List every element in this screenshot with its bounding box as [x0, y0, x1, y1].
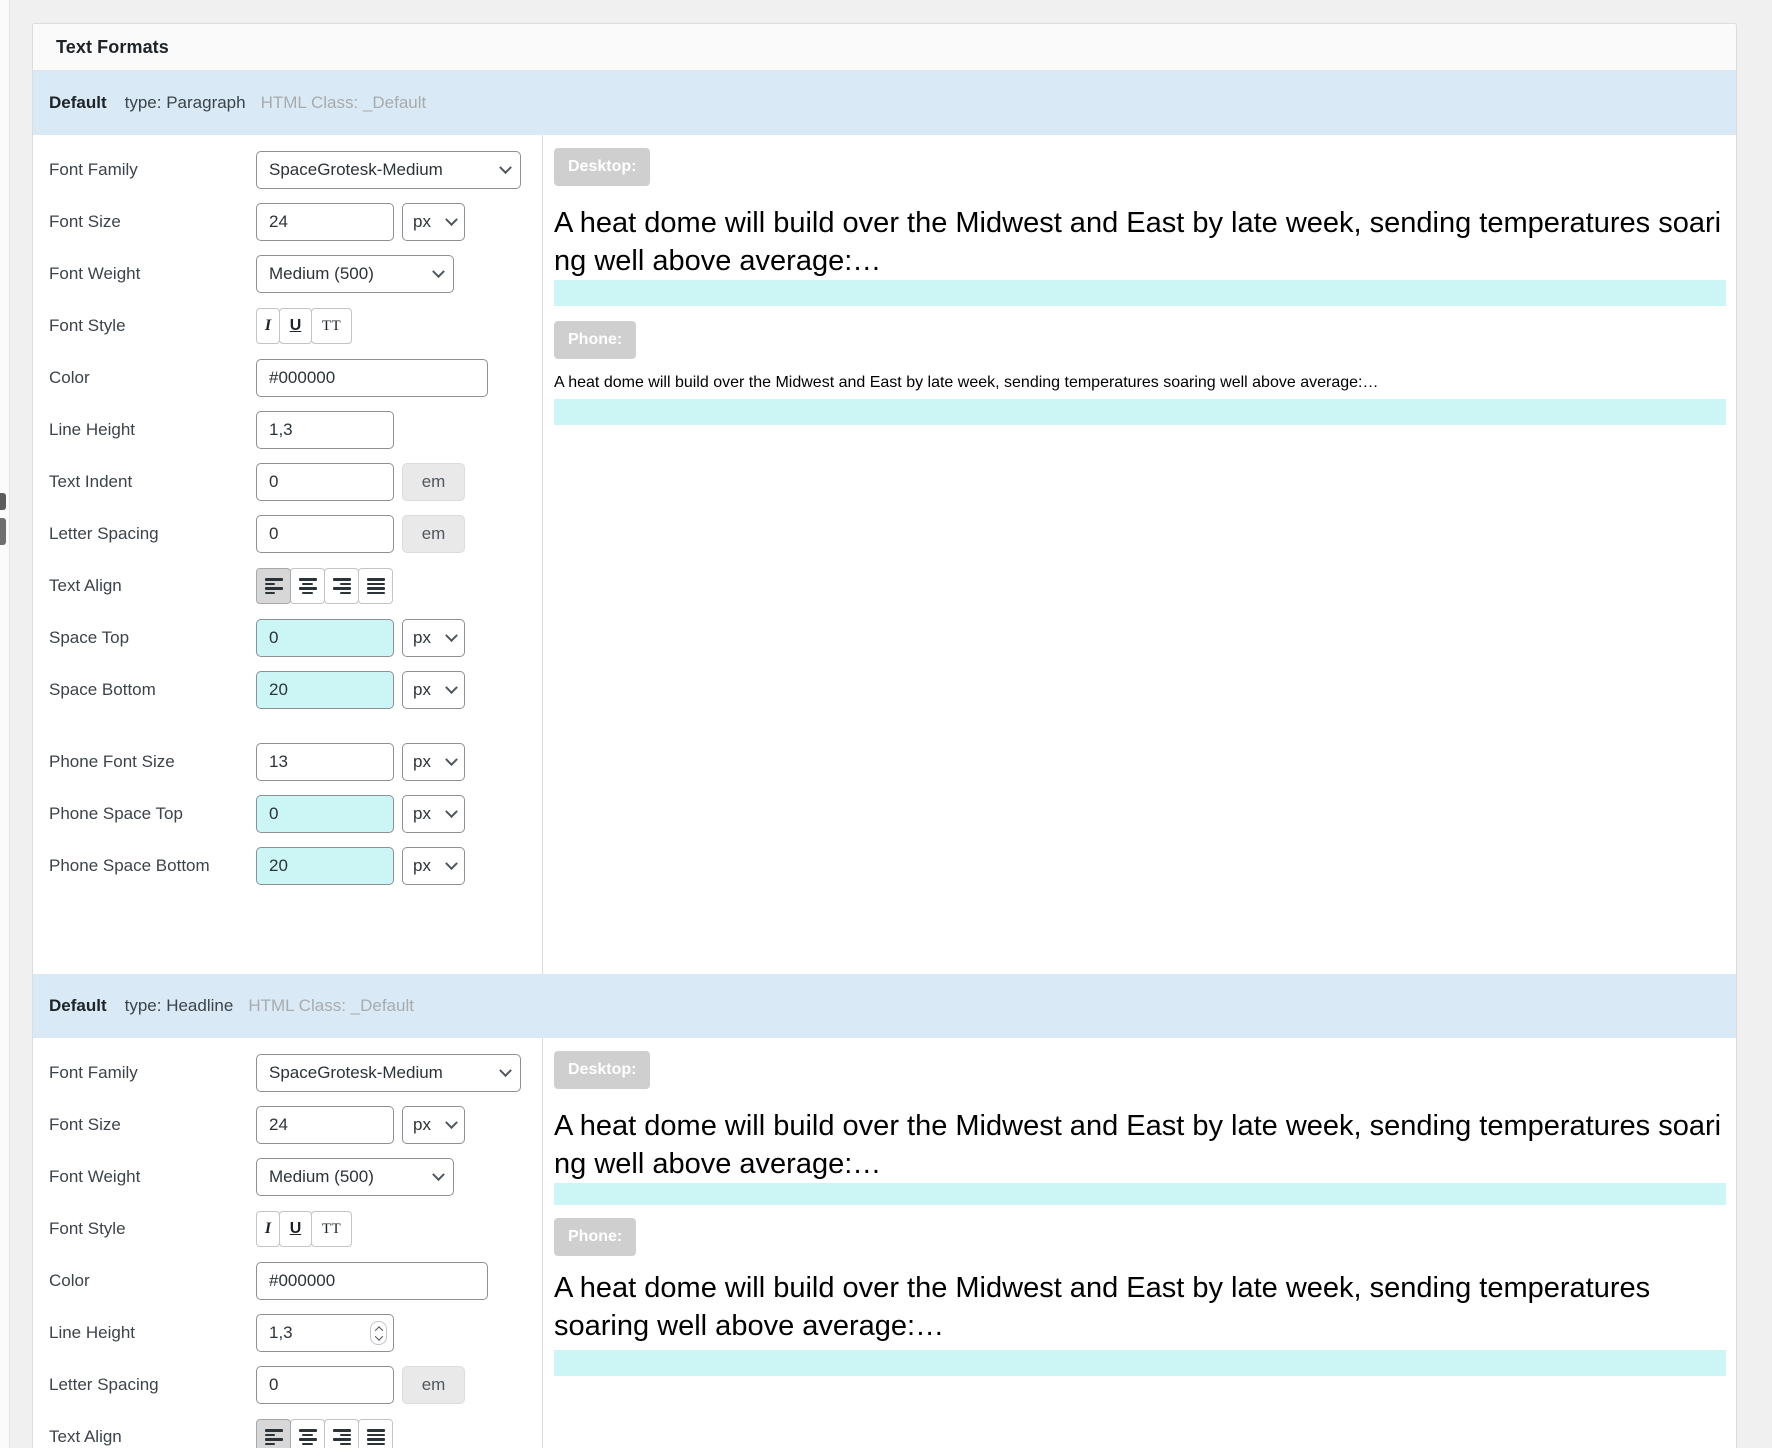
space-bottom-row	[49, 671, 542, 709]
format-type: type: Paragraph	[124, 93, 246, 112]
line-height-label: Line Height	[49, 1323, 136, 1342]
font-weight-label: Font Weight	[49, 1167, 141, 1186]
align-left-icon	[265, 578, 283, 594]
phone-space-top-label: Phone Space Top	[49, 804, 183, 823]
text-formats-panel	[32, 23, 1737, 1448]
font-weight-value: Medium (500)	[269, 1167, 374, 1186]
desktop-preview-badge: Desktop:	[554, 1051, 650, 1089]
chevron-down-icon	[432, 265, 445, 278]
color-label: Color	[49, 368, 90, 387]
letter-spacing-unit: em	[402, 1366, 465, 1404]
unit-value: px	[413, 804, 431, 823]
left-panel-edge	[0, 0, 10, 1448]
font-size-unit-select[interactable]	[402, 1106, 465, 1144]
phone-font-size-unit-select[interactable]	[402, 743, 465, 781]
font-style-label: Font Style	[49, 316, 126, 335]
font-size-row	[49, 1106, 542, 1144]
chevron-down-icon	[432, 1168, 445, 1181]
desktop-preview-badge: Desktop:	[554, 148, 650, 186]
underline-button[interactable]: U	[279, 308, 312, 344]
italic-button[interactable]: I	[256, 308, 280, 344]
letter-spacing-row	[49, 515, 542, 553]
font-style-row	[49, 1210, 542, 1248]
uppercase-button[interactable]: TT	[311, 308, 352, 344]
phone-space-top-row	[49, 795, 542, 833]
unit-value: px	[413, 856, 431, 875]
text-align-row	[49, 1418, 542, 1448]
line-height-label: Line Height	[49, 420, 136, 439]
phone-space-bottom-label: Phone Space Bottom	[49, 856, 210, 875]
section-header-paragraph	[33, 71, 1736, 135]
font-family-value: SpaceGrotesk-Medium	[269, 160, 443, 179]
format-settings-form	[33, 1038, 543, 1448]
color-input[interactable]	[256, 1262, 488, 1300]
phone-preview-badge: Phone:	[554, 1218, 636, 1256]
font-size-unit-select[interactable]	[402, 203, 465, 241]
chevron-down-icon	[445, 1116, 458, 1129]
desktop-preview-text: A heat dome will build over the Midwest and East by late week, sending temperatures soaring well above average:…	[554, 1110, 1722, 1180]
font-size-input[interactable]	[256, 203, 394, 241]
format-type: type: Headline	[124, 996, 234, 1015]
text-indent-unit: em	[402, 463, 465, 501]
phone-font-size-input[interactable]	[256, 743, 394, 781]
font-size-input[interactable]	[256, 1106, 394, 1144]
space-top-row	[49, 619, 542, 657]
unit-value: px	[413, 628, 431, 647]
align-right-icon	[333, 1429, 351, 1445]
align-right-button[interactable]	[324, 1419, 359, 1448]
phone-font-size-label: Phone Font Size	[49, 752, 175, 771]
text-indent-input[interactable]	[256, 463, 394, 501]
phone-font-size-row	[49, 743, 542, 781]
letter-spacing-unit: em	[402, 515, 465, 553]
align-center-icon	[299, 1429, 317, 1445]
format-preview	[543, 1038, 1736, 1448]
font-family-row	[49, 151, 542, 189]
format-preview	[543, 135, 1736, 974]
chevron-down-icon	[445, 805, 458, 818]
font-weight-row	[49, 255, 542, 293]
font-weight-value: Medium (500)	[269, 264, 374, 283]
left-edge-mark	[0, 518, 6, 545]
font-weight-select[interactable]	[256, 1158, 454, 1196]
uppercase-button[interactable]: TT	[311, 1211, 352, 1247]
text-indent-label: Text Indent	[49, 472, 133, 491]
phone-space-top-input[interactable]	[256, 795, 394, 833]
space-bottom-indicator	[554, 1183, 1726, 1205]
section-body-paragraph	[33, 135, 1736, 974]
page-title: Text Formats	[33, 24, 1736, 71]
align-justify-button[interactable]	[358, 1419, 393, 1448]
align-justify-icon	[367, 1429, 385, 1445]
font-family-value: SpaceGrotesk-Medium	[269, 1063, 443, 1082]
stepper-icon[interactable]	[370, 1321, 387, 1345]
chevron-down-icon	[499, 1064, 512, 1077]
phone-space-top-unit-select[interactable]	[402, 795, 465, 833]
phone-preview-text: A heat dome will build over the Midwest and East by late week, sending temperatures soaring well above average:…	[554, 374, 1379, 391]
space-bottom-indicator	[554, 280, 1726, 306]
chevron-down-icon	[445, 629, 458, 642]
section-body-headline	[33, 1038, 1736, 1448]
color-row	[49, 359, 542, 397]
space-bottom-label: Space Bottom	[49, 680, 156, 699]
align-right-button[interactable]	[324, 568, 359, 604]
chevron-down-icon	[445, 213, 458, 226]
format-html-class: HTML Class: _Default	[260, 93, 427, 112]
chevron-down-icon	[445, 857, 458, 870]
space-top-input[interactable]	[256, 619, 394, 657]
align-left-icon	[265, 1429, 283, 1445]
letter-spacing-input[interactable]	[256, 1366, 394, 1404]
unit-value: px	[413, 680, 431, 699]
unit-value: px	[413, 752, 431, 771]
font-style-label: Font Style	[49, 1219, 126, 1238]
font-weight-select[interactable]	[256, 255, 454, 293]
section-header-headline	[33, 974, 1736, 1038]
line-height-input[interactable]	[256, 411, 394, 449]
align-left-button[interactable]	[256, 1419, 291, 1448]
color-input[interactable]	[256, 359, 488, 397]
chevron-down-icon	[445, 681, 458, 694]
color-row	[49, 1262, 542, 1300]
font-family-select[interactable]	[256, 1054, 521, 1092]
phone-space-bottom-row	[49, 847, 542, 885]
line-height-row	[49, 1314, 542, 1352]
align-left-button[interactable]	[256, 568, 291, 604]
letter-spacing-label: Letter Spacing	[49, 524, 159, 543]
desktop-preview-text: A heat dome will build over the Midwest and East by late week, sending temperatures soaring well above average:…	[554, 207, 1722, 277]
unit-value: px	[413, 212, 431, 231]
space-top-label: Space Top	[49, 628, 130, 647]
phone-preview-badge: Phone:	[554, 321, 636, 359]
font-family-label: Font Family	[49, 160, 138, 179]
phone-space-bottom-input[interactable]	[256, 847, 394, 885]
text-align-label: Text Align	[49, 1427, 122, 1446]
font-family-row	[49, 1054, 542, 1092]
letter-spacing-row	[49, 1366, 542, 1404]
unit-value: px	[413, 1115, 431, 1134]
font-family-label: Font Family	[49, 1063, 138, 1082]
align-justify-button[interactable]	[358, 568, 393, 604]
format-settings-form	[33, 135, 543, 974]
format-name: Default	[49, 996, 107, 1015]
phone-preview-text: A heat dome will build over the Midwest and East by late week, sending temperatures soaring well above average:…	[554, 1272, 1651, 1342]
font-family-select[interactable]	[256, 151, 521, 189]
line-height-row	[49, 411, 542, 449]
align-center-button[interactable]	[290, 1419, 325, 1448]
left-edge-mark	[0, 493, 6, 510]
space-bottom-input[interactable]	[256, 671, 394, 709]
text-align-label: Text Align	[49, 576, 122, 595]
space-top-unit-select[interactable]	[402, 619, 465, 657]
align-justify-icon	[367, 578, 385, 594]
phone-space-bottom-unit-select[interactable]	[402, 847, 465, 885]
italic-button[interactable]: I	[256, 1211, 280, 1247]
letter-spacing-label: Letter Spacing	[49, 1375, 159, 1394]
space-bottom-unit-select[interactable]	[402, 671, 465, 709]
phone-space-bottom-indicator	[554, 399, 1726, 425]
text-align-row	[49, 567, 542, 605]
align-center-icon	[299, 578, 317, 594]
font-weight-label: Font Weight	[49, 264, 141, 283]
phone-space-bottom-indicator	[554, 1350, 1726, 1376]
font-size-label: Font Size	[49, 212, 121, 231]
letter-spacing-input[interactable]	[256, 515, 394, 553]
color-label: Color	[49, 1271, 90, 1290]
font-size-label: Font Size	[49, 1115, 121, 1134]
format-html-class: HTML Class: _Default	[248, 996, 414, 1015]
font-weight-row	[49, 1158, 542, 1196]
font-size-row	[49, 203, 542, 241]
font-style-row	[49, 307, 542, 345]
text-indent-row	[49, 463, 542, 501]
align-right-icon	[333, 578, 351, 594]
format-name: Default	[49, 93, 107, 112]
chevron-down-icon	[445, 753, 458, 766]
underline-button[interactable]: U	[279, 1211, 312, 1247]
align-center-button[interactable]	[290, 568, 325, 604]
chevron-down-icon	[499, 161, 512, 174]
